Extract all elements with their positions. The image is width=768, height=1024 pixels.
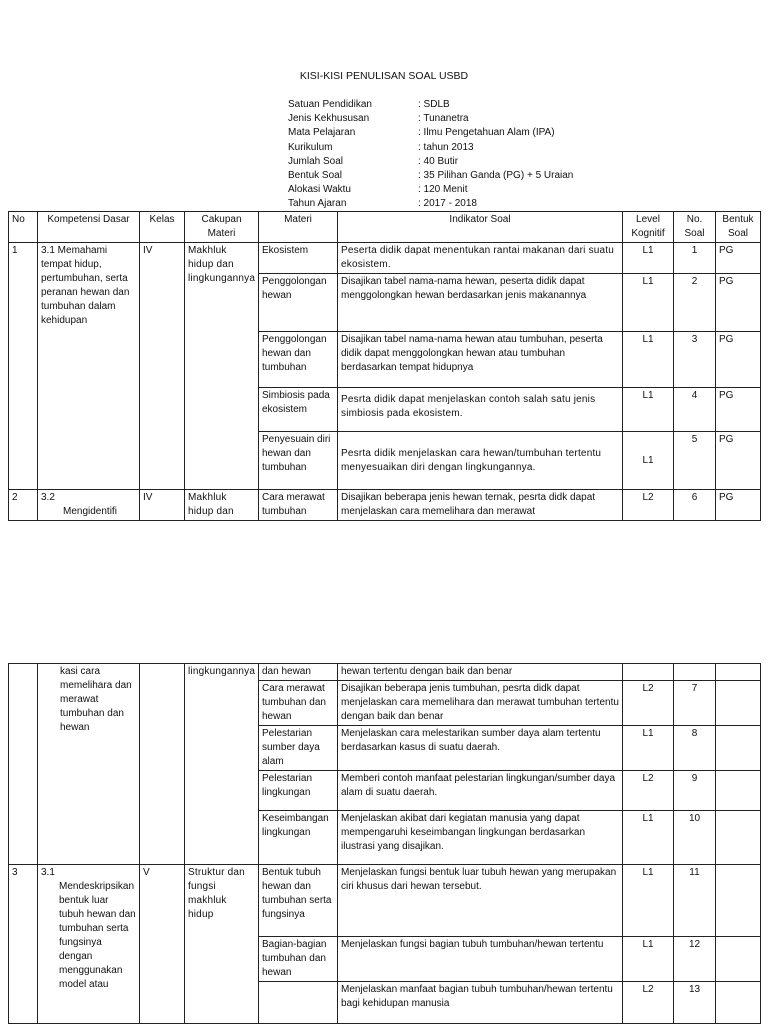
materi: dan hewan bbox=[259, 664, 338, 681]
materi: Pelestarian lingkungan bbox=[259, 771, 338, 811]
level-kognitif: L1 bbox=[623, 937, 674, 982]
meta-value: : 2017 - 2018 bbox=[418, 198, 477, 210]
kompetensi-dasar bbox=[38, 865, 140, 1024]
table-row bbox=[9, 243, 761, 274]
header-cakupan-materi: Cakupan Materi bbox=[185, 212, 259, 243]
level-kognitif: L2 bbox=[623, 771, 674, 811]
materi bbox=[259, 982, 338, 1024]
table-header-row bbox=[9, 212, 761, 243]
no-soal: 1 bbox=[674, 243, 716, 274]
level-kognitif: L1 bbox=[623, 332, 674, 388]
materi: Penggolongan hewan dan tumbuhan bbox=[259, 332, 338, 388]
meta-value: : Tunanetra bbox=[418, 113, 469, 125]
kelas: IV bbox=[140, 490, 185, 521]
cakupan-materi: Makhluk hidup dan lingkungannya bbox=[185, 243, 259, 490]
indikator-soal: Pesrta didik menjelaskan cara hewan/tumbuhan tertentu menyesuaikan diri dengan lingkungannya. bbox=[338, 432, 623, 490]
no-soal: 10 bbox=[674, 811, 716, 865]
no-soal: 6 bbox=[674, 490, 716, 521]
indikator-soal: Disajikan tabel nama-nama hewan, peserta didik dapat menggolongkan hewan berdasarkan jenis makanannya bbox=[338, 274, 623, 332]
indikator-soal: Disajikan tabel nama-nama hewan atau tumbuhan, peserta didik dapat menggolongkan hewan atau tumbuhan berdasarkan tempat hidupnya bbox=[338, 332, 623, 388]
bentuk-soal: PG bbox=[716, 432, 761, 490]
kd-text: Mengidentifi bbox=[63, 506, 117, 517]
bentuk-soal bbox=[716, 681, 761, 726]
materi: Ekosistem bbox=[259, 243, 338, 274]
bentuk-soal bbox=[716, 811, 761, 865]
header-kompetensi-dasar: Kompetensi Dasar bbox=[38, 212, 140, 243]
meta-value: : tahun 2013 bbox=[418, 141, 474, 153]
materi: Cara merawat tumbuhan bbox=[259, 490, 338, 521]
no-soal: 11 bbox=[674, 865, 716, 937]
kelas: V bbox=[140, 865, 185, 1024]
meta-value: : 35 Pilihan Ganda (PG) + 5 Uraian bbox=[418, 170, 574, 182]
table-row bbox=[9, 490, 761, 521]
header-indikator-soal: Indikator Soal bbox=[338, 212, 623, 243]
bentuk-soal bbox=[716, 865, 761, 937]
level-kognitif: L2 bbox=[623, 490, 674, 521]
level-kognitif: L1 bbox=[623, 432, 674, 490]
indikator-soal: hewan tertentu dengan baik dan benar bbox=[338, 664, 623, 681]
header-materi: Materi bbox=[259, 212, 338, 243]
row-number bbox=[9, 664, 38, 865]
meta-row bbox=[288, 183, 608, 197]
meta-key: Kurikulum bbox=[288, 141, 333, 153]
bentuk-soal bbox=[716, 937, 761, 982]
bentuk-soal bbox=[716, 726, 761, 771]
meta-row bbox=[288, 141, 608, 155]
meta-value: : Ilmu Pengetahuan Alam (IPA) bbox=[418, 127, 555, 139]
table-row bbox=[9, 664, 761, 681]
meta-key: Mata Pelajaran bbox=[288, 127, 356, 139]
indikator-soal: Disajikan beberapa jenis tumbuhan, pesrta didk dapat menjelaskan cara memelihara dan merawat tumbuhan tertentu dengan baik dan benar bbox=[338, 681, 623, 726]
no-soal: 2 bbox=[674, 274, 716, 332]
kompetensi-dasar: 3.1 Memahami tempat hidup, pertumbuhan, serta peranan hewan dan tumbuhan dalam kehidupan bbox=[38, 243, 140, 490]
header-no-soal: No. Soal bbox=[674, 212, 716, 243]
cakupan-materi: lingkungannya bbox=[185, 664, 259, 865]
indikator-soal: Disajikan beberapa jenis hewan ternak, pesrta didk dapat menjelaskan cara memelihara dan merawat bbox=[338, 490, 623, 521]
header-kelas: Kelas bbox=[140, 212, 185, 243]
kisi-table-page2 bbox=[8, 663, 761, 1024]
bentuk-soal bbox=[716, 771, 761, 811]
header-level-kognitif: Level Kognitif bbox=[623, 212, 674, 243]
indikator-soal: Menjelaskan fungsi bagian tubuh tumbuhan/hewan tertentu bbox=[338, 937, 623, 982]
row-number: 1 bbox=[9, 243, 38, 490]
level-kognitif: L1 bbox=[623, 811, 674, 865]
meta-key: Satuan Pendidikan bbox=[288, 99, 372, 110]
bentuk-soal: PG bbox=[716, 388, 761, 432]
level-kognitif: L1 bbox=[623, 274, 674, 332]
kompetensi-dasar bbox=[38, 490, 140, 521]
materi: Cara merawat tumbuhan dan hewan bbox=[259, 681, 338, 726]
indikator-soal: Menjelaskan fungsi bentuk luar tubuh hewan yang merupakan ciri khusus dari hewan tersebut. bbox=[338, 865, 623, 937]
no-soal: 12 bbox=[674, 937, 716, 982]
table-row bbox=[9, 865, 761, 937]
kelas: IV bbox=[140, 243, 185, 490]
meta-key: Alokasi Waktu bbox=[288, 184, 351, 196]
materi: Bentuk tubuh hewan dan tumbuhan serta fungsinya bbox=[259, 865, 338, 937]
level-kognitif: L2 bbox=[623, 681, 674, 726]
cakupan-materi: Struktur dan fungsi makhluk hidup bbox=[185, 865, 259, 1024]
materi: Penyesuain diri hewan dan tumbuhan bbox=[259, 432, 338, 490]
level-kognitif: L1 bbox=[623, 243, 674, 274]
materi: Keseimbangan lingkungan bbox=[259, 811, 338, 865]
indikator-soal: Menjelaskan akibat dari kegiatan manusia yang dapat mempengaruhi keseimbangan lingkungan berdasarkan ilustrasi yang disajikan. bbox=[338, 811, 623, 865]
bentuk-soal: PG bbox=[716, 243, 761, 274]
kd-number: 3.1 bbox=[41, 867, 55, 878]
level-kognitif: L1 bbox=[623, 865, 674, 937]
level-kognitif: L1 bbox=[623, 726, 674, 771]
kd-text: Mendeskripsikan bentuk luar tubuh hewan dan tumbuhan serta fungsinya dengan menggunakan model atau bbox=[59, 881, 136, 990]
level-kognitif bbox=[623, 664, 674, 681]
bentuk-soal bbox=[716, 664, 761, 681]
document-title: KISI-KISI PENULISAN SOAL USBD bbox=[299, 70, 469, 82]
kd-number: 3.2 bbox=[41, 492, 55, 503]
row-number: 3 bbox=[9, 865, 38, 1024]
indikator-soal: Peserta didik dapat menentukan rantai makanan dari suatu ekosistem. bbox=[338, 243, 623, 274]
meta-value: : 40 Butir bbox=[418, 155, 459, 167]
meta-key: Jumlah Soal bbox=[288, 155, 344, 167]
level-kognitif: L2 bbox=[623, 982, 674, 1024]
meta-value: : SDLB bbox=[418, 99, 450, 110]
no-soal: 4 bbox=[674, 388, 716, 432]
cakupan-materi: Makhluk hidup dan bbox=[185, 490, 259, 521]
no-soal: 8 bbox=[674, 726, 716, 771]
indikator-soal: Menjelaskan manfaat bagian tubuh tumbuhan/hewan tertentu bagi kehidupan manusia bbox=[338, 982, 623, 1024]
indikator-soal: Pesrta didik dapat menjelaskan contoh salah satu jenis simbiosis pada ekosistem. bbox=[338, 388, 623, 432]
meta-key: Bentuk Soal bbox=[288, 170, 342, 182]
meta-row bbox=[288, 112, 608, 126]
meta-value: : 120 Menit bbox=[418, 184, 468, 196]
bentuk-soal bbox=[716, 982, 761, 1024]
indikator-soal: Memberi contoh manfaat pelestarian lingkungan/sumber daya alam di suatu daerah. bbox=[338, 771, 623, 811]
meta-key: Jenis Kekhususan bbox=[288, 113, 370, 125]
no-soal: 7 bbox=[674, 681, 716, 726]
kelas bbox=[140, 664, 185, 865]
meta-row bbox=[288, 197, 608, 211]
meta-row bbox=[288, 169, 608, 183]
no-soal: 9 bbox=[674, 771, 716, 811]
kisi-table-page1 bbox=[8, 211, 761, 521]
row-number: 2 bbox=[9, 490, 38, 521]
header-bentuk-soal: Bentuk Soal bbox=[716, 212, 761, 243]
materi: Penggolongan hewan bbox=[259, 274, 338, 332]
no-soal: 13 bbox=[674, 982, 716, 1024]
indikator-soal: Menjelaskan cara melestarikan sumber daya alam tertentu berdasarkan kasus di suatu daerah. bbox=[338, 726, 623, 771]
meta-key: Tahun Ajaran bbox=[288, 198, 347, 210]
no-soal bbox=[674, 664, 716, 681]
materi: Pelestarian sumber daya alam bbox=[259, 726, 338, 771]
bentuk-soal: PG bbox=[716, 274, 761, 332]
header-no: No bbox=[9, 212, 38, 243]
no-soal: 5 bbox=[674, 432, 716, 490]
bentuk-soal: PG bbox=[716, 490, 761, 521]
materi: Bagian-bagian tumbuhan dan hewan bbox=[259, 937, 338, 982]
no-soal: 3 bbox=[674, 332, 716, 388]
materi: Simbiosis pada ekosistem bbox=[259, 388, 338, 432]
meta-row bbox=[288, 155, 608, 169]
bentuk-soal: PG bbox=[716, 332, 761, 388]
kompetensi-dasar: kasi cara memelihara dan merawat tumbuhan dan hewan bbox=[38, 664, 140, 865]
meta-row bbox=[288, 126, 608, 140]
level-kognitif: L1 bbox=[623, 388, 674, 432]
document-meta bbox=[288, 98, 608, 212]
meta-row bbox=[288, 98, 608, 112]
